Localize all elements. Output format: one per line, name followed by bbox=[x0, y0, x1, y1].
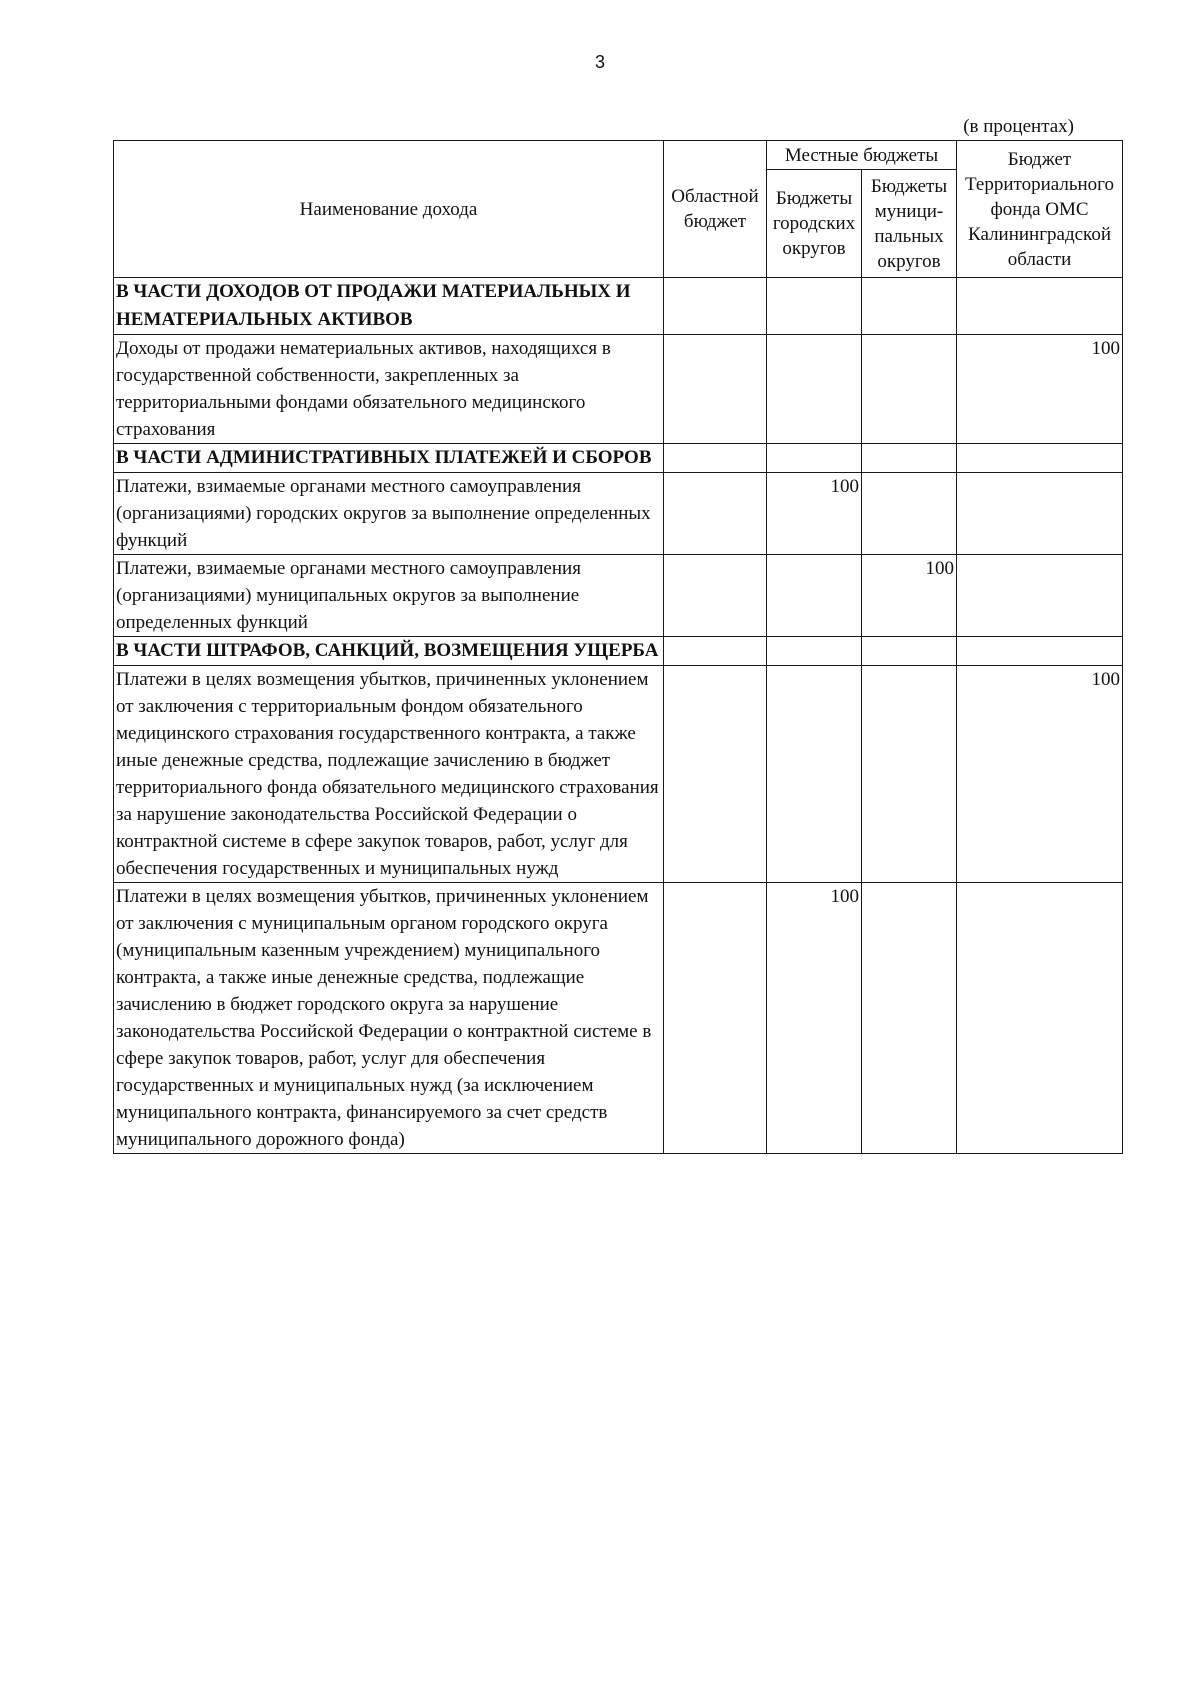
municipal-districts-cell bbox=[862, 278, 957, 335]
city-districts-cell: 100 bbox=[767, 473, 862, 555]
section-header-row bbox=[114, 444, 1123, 473]
foms-budget-cell bbox=[957, 444, 1123, 473]
municipal-districts-cell bbox=[862, 637, 957, 666]
table-row bbox=[114, 335, 1123, 444]
oblast-budget-cell bbox=[664, 278, 767, 335]
foms-budget-cell bbox=[957, 883, 1123, 1154]
section-title: В ЧАСТИ ШТРАФОВ, САНКЦИЙ, ВОЗМЕЩЕНИЯ УЩЕРБА bbox=[114, 637, 664, 666]
oblast-budget-cell bbox=[664, 473, 767, 555]
municipal-districts-cell bbox=[862, 666, 957, 883]
oblast-budget-cell bbox=[664, 883, 767, 1154]
income-name-cell: Платежи в целях возмещения убытков, причиненных уклонением от заключения с территориальным фондом обязательного медицинского страхования государственного контракта, а также иные денежные средства, подлежащие зачислению в бюджет территориального фонда обязательного медицинского страхования за нарушение законодательства Российской Федерации о контрактной системе в сфере закупок товаров, работ, услуг для обеспечения государственных и муниципальных нужд bbox=[114, 666, 664, 883]
header-income-name: Наименование дохода bbox=[114, 141, 664, 278]
municipal-districts-cell bbox=[862, 883, 957, 1154]
city-districts-cell bbox=[767, 335, 862, 444]
foms-budget-cell: 100 bbox=[957, 666, 1123, 883]
section-title: В ЧАСТИ АДМИНИСТРАТИВНЫХ ПЛАТЕЖЕЙ И СБОРОВ bbox=[114, 444, 664, 473]
section-title: В ЧАСТИ ДОХОДОВ ОТ ПРОДАЖИ МАТЕРИАЛЬНЫХ И НЕМАТЕРИАЛЬНЫХ АКТИВОВ bbox=[114, 278, 664, 335]
income-name-cell: Платежи, взимаемые органами местного самоуправления (организациями) городских округов за выполнение определенных функций bbox=[114, 473, 664, 555]
foms-budget-cell bbox=[957, 637, 1123, 666]
oblast-budget-cell bbox=[664, 637, 767, 666]
section-header-row bbox=[114, 637, 1123, 666]
page-number: 3 bbox=[594, 52, 605, 72]
table-row bbox=[114, 666, 1123, 883]
header-oblast-budget: Областной бюджет bbox=[664, 141, 767, 278]
oblast-budget-cell bbox=[664, 335, 767, 444]
foms-budget-cell: 100 bbox=[957, 335, 1123, 444]
table-row bbox=[114, 883, 1123, 1154]
table-body bbox=[114, 278, 1123, 1154]
unit-note: (в процентах) bbox=[963, 116, 1074, 137]
table-row bbox=[114, 473, 1123, 555]
municipal-districts-cell bbox=[862, 444, 957, 473]
income-name-cell: Платежи, взимаемые органами местного самоуправления (организациями) муниципальных округов за выполнение определенных функций bbox=[114, 555, 664, 637]
table-row bbox=[114, 555, 1123, 637]
header-foms-budget: Бюджет Территориального фонда ОМС Калининградской области bbox=[957, 141, 1123, 278]
oblast-budget-cell bbox=[664, 444, 767, 473]
foms-budget-cell bbox=[957, 278, 1123, 335]
header-municipal-districts: Бюджеты муници-пальных округов bbox=[862, 170, 957, 278]
section-header-row bbox=[114, 278, 1123, 335]
header-city-districts: Бюджеты городских округов bbox=[767, 170, 862, 278]
header-local-budgets: Местные бюджеты bbox=[767, 141, 957, 170]
city-districts-cell bbox=[767, 555, 862, 637]
city-districts-cell bbox=[767, 666, 862, 883]
revenue-distribution-table bbox=[113, 140, 1123, 1154]
municipal-districts-cell bbox=[862, 473, 957, 555]
foms-budget-cell bbox=[957, 555, 1123, 637]
oblast-budget-cell bbox=[664, 666, 767, 883]
income-name-cell: Доходы от продажи нематериальных активов, находящихся в государственной собственности, закрепленных за территориальными фондами обязательного медицинского страхования bbox=[114, 335, 664, 444]
city-districts-cell bbox=[767, 278, 862, 335]
foms-budget-cell bbox=[957, 473, 1123, 555]
income-name-cell: Платежи в целях возмещения убытков, причиненных уклонением от заключения с муниципальным органом городского округа (муниципальным казенным учреждением) муниципального контракта, а также иные денежные средства, подлежащие зачислению в бюджет городского округа за нарушение законодательства Российской Федерации о контрактной системе в сфере закупок товаров, работ, услуг для обеспечения государственных и муниципальных нужд (за исключением муниципального контракта, финансируемого за счет средств муниципального дорожного фонда) bbox=[114, 883, 664, 1154]
city-districts-cell bbox=[767, 637, 862, 666]
municipal-districts-cell bbox=[862, 335, 957, 444]
oblast-budget-cell bbox=[664, 555, 767, 637]
city-districts-cell: 100 bbox=[767, 883, 862, 1154]
city-districts-cell bbox=[767, 444, 862, 473]
municipal-districts-cell: 100 bbox=[862, 555, 957, 637]
